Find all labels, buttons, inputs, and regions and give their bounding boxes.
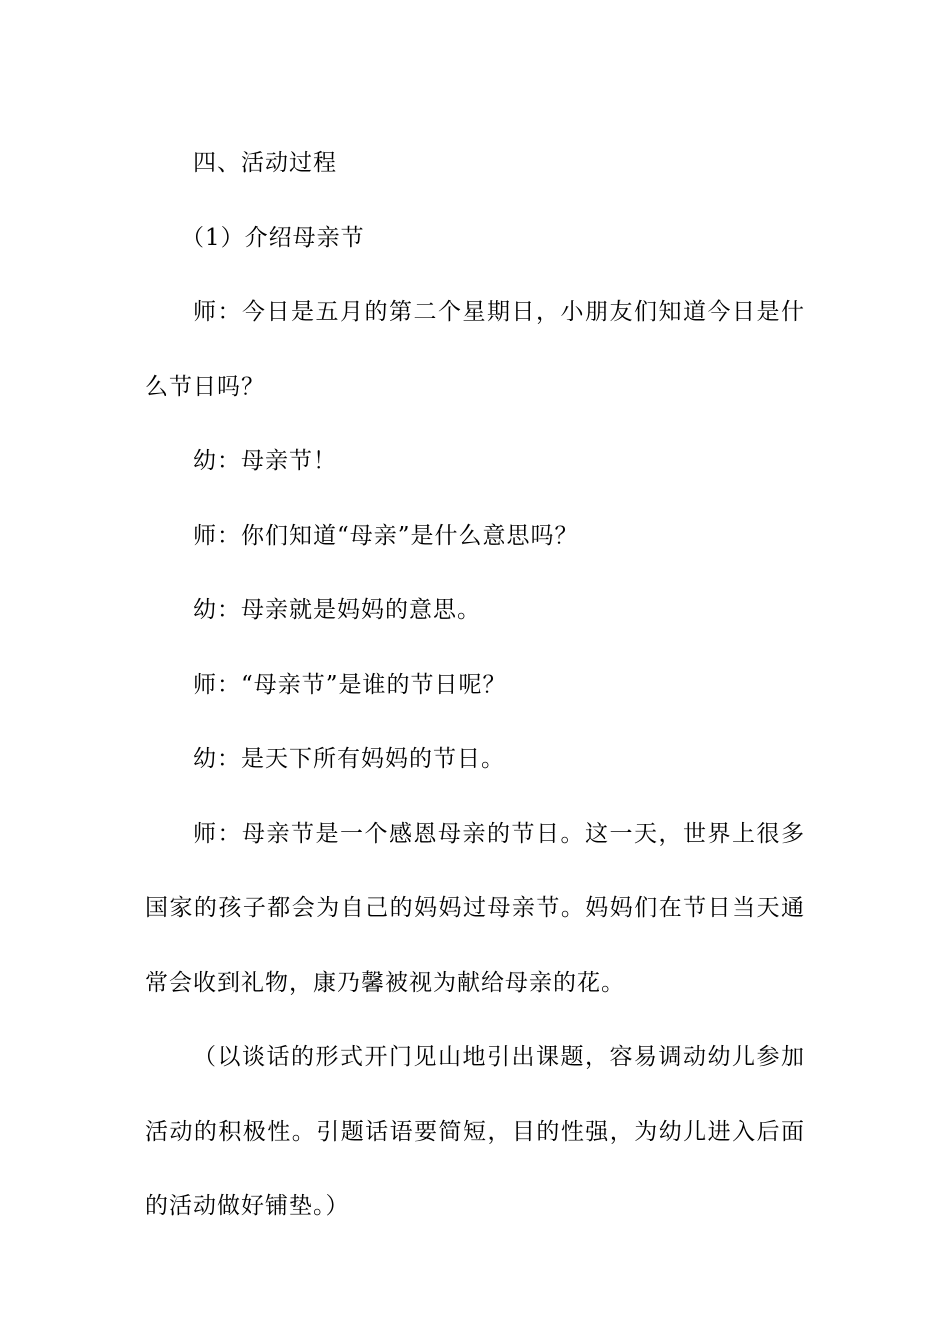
dialogue-line: 师：“母亲节”是谁的节日呢？ [193, 671, 507, 698]
dialogue-line: 幼：母亲就是妈妈的意思。 [193, 597, 481, 623]
document-body [145, 126, 805, 1244]
section-heading: 四、活动过程 [193, 150, 337, 176]
subsection-heading: （1）介绍母亲节 [181, 224, 365, 251]
dialogue-line: 师：今日是五月的第二个星期日，小朋友们知道今日是什么节日吗？ [145, 299, 805, 400]
dialogue-line: 幼：是天下所有妈妈的节日。 [193, 746, 505, 772]
dialogue-line: 幼：母亲节！ [193, 448, 337, 474]
dialogue-line: 师：母亲节是一个感恩母亲的节日。这一天，世界上很多国家的孩子都会为自己的妈妈过母亲节。妈妈们在节日当天通常会收到礼物，康乃馨被视为献给母亲的花。 [145, 820, 805, 996]
commentary-paragraph: （以谈话的形式开门见山地引出课题，容易调动幼儿参加活动的积极性。引题话语要简短，目的性强，为幼儿进入后面的活动做好铺垫。） [145, 1044, 805, 1219]
dialogue-line: 师：你们知道“母亲”是什么意思吗？ [193, 522, 579, 549]
